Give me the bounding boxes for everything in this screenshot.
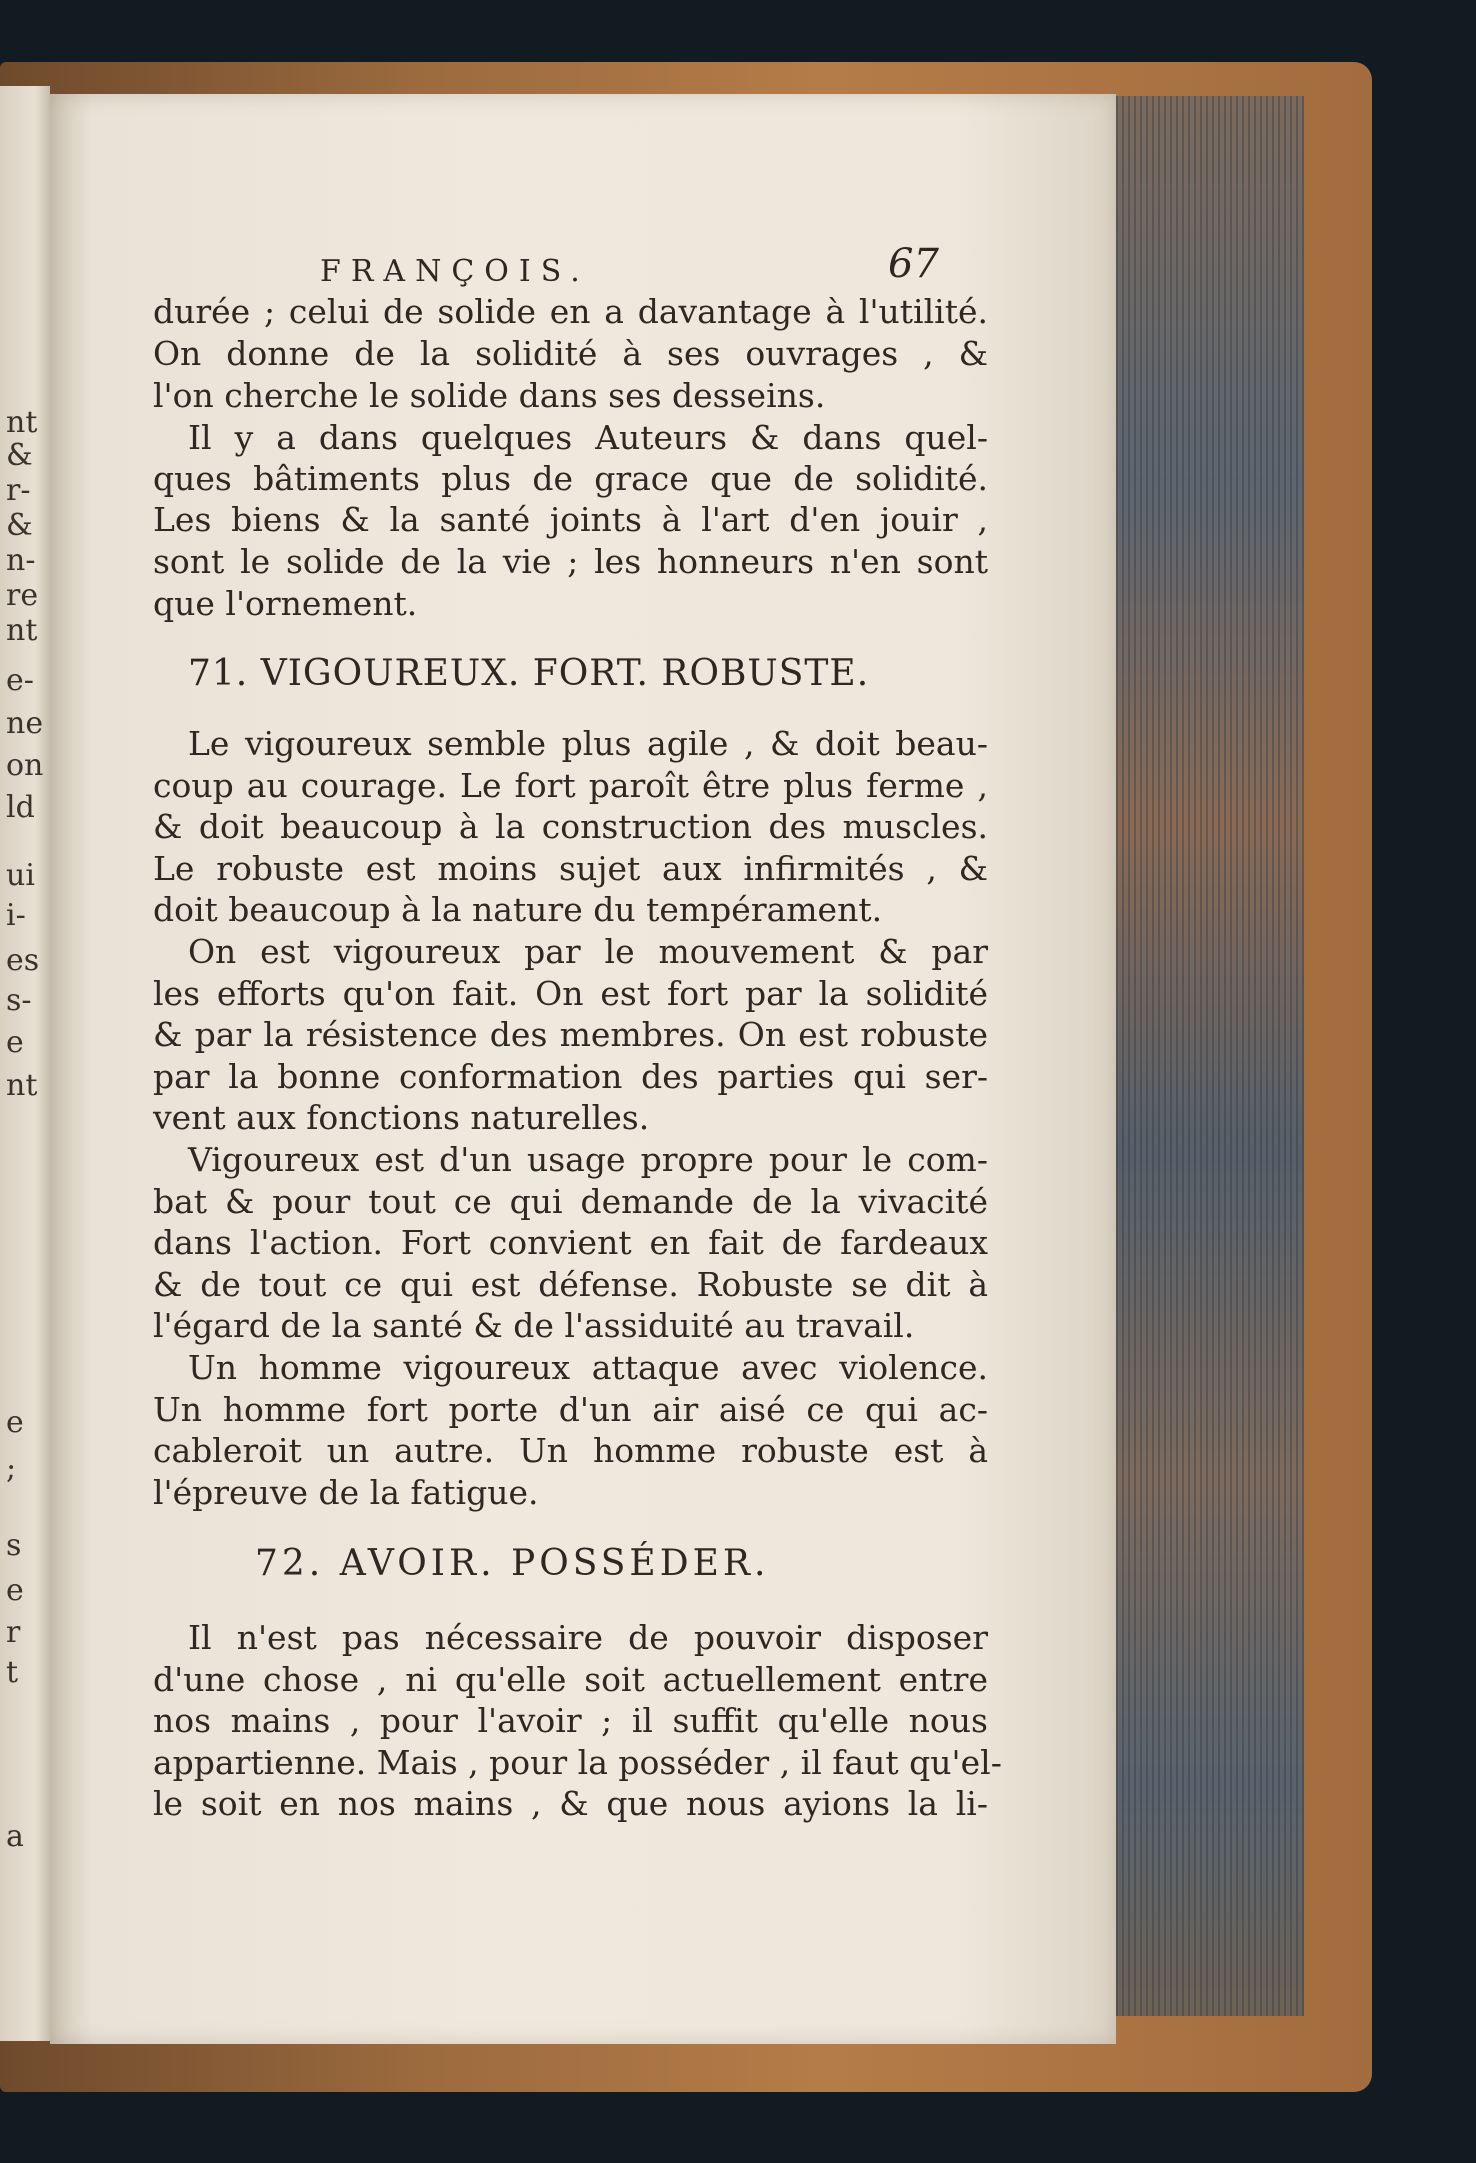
text-line: coup au courage. Le fort paroît être plus ferme ,	[153, 766, 988, 805]
left-page-fragment: a	[6, 1819, 24, 1854]
left-page-fragment: s-	[6, 983, 32, 1018]
text-line: & de tout ce qui est défense. Robuste se dit à	[153, 1265, 988, 1304]
left-page-fragment: e	[6, 1573, 24, 1608]
text-line: dans l'action. Fort convient en fait de fardeaux	[153, 1223, 988, 1262]
left-page-fragment: s	[6, 1528, 22, 1563]
left-page-fragment: es	[6, 943, 40, 978]
left-page-fragment: nt	[6, 405, 38, 440]
left-page-fragment: r	[6, 1615, 21, 1650]
text-line: d'une chose , ni qu'elle soit actuellement entre	[153, 1660, 988, 1699]
section-heading: 72. AVOIR. POSSÉDER.	[255, 1543, 770, 1584]
left-page-edge	[0, 86, 50, 2041]
text-line: l'on cherche le solide dans ses desseins.	[153, 376, 826, 415]
text-line: l'égard de la santé & de l'assiduité au travail.	[153, 1306, 915, 1345]
left-page-fragment: &	[6, 508, 33, 543]
left-page-fragment: re	[6, 578, 39, 613]
text-line: Vigoureux est d'un usage propre pour le com-	[188, 1140, 988, 1179]
book-page	[50, 94, 1116, 2044]
left-page-fragment: n-	[6, 543, 36, 578]
left-page-fragment: ui	[6, 858, 35, 893]
text-line: On est vigoureux par le mouvement & par	[188, 932, 988, 971]
text-line: & doit beaucoup à la construction des muscles.	[153, 807, 988, 846]
text-line: nos mains , pour l'avoir ; il suffit qu'elle nous	[153, 1701, 988, 1740]
text-line: sont le solide de la vie ; les honneurs n'en sont	[153, 542, 988, 581]
text-line: Le vigoureux semble plus agile , & doit beau-	[188, 724, 988, 763]
left-page-fragment: &	[6, 438, 33, 473]
text-line: les efforts qu'on fait. On est fort par la solidité	[153, 974, 988, 1013]
text-line: durée ; celui de solide en a davantage à l'utilité.	[153, 292, 988, 331]
text-line: Il n'est pas nécessaire de pouvoir disposer	[188, 1618, 988, 1657]
text-line: l'épreuve de la fatigue.	[153, 1473, 539, 1512]
page-number: 67	[888, 241, 939, 287]
text-line: bat & pour tout ce qui demande de la vivacité	[153, 1182, 988, 1221]
text-line: Le robuste est moins sujet aux infirmités , &	[153, 849, 988, 888]
text-line: Les biens & la santé joints à l'art d'en jouir ,	[153, 500, 988, 539]
left-page-fragment: t	[6, 1655, 19, 1690]
left-page-fragment: ne	[6, 706, 44, 741]
left-page-fragment: r-	[6, 473, 31, 508]
text-line: Un homme fort porte d'un air aisé ce qui ac-	[153, 1390, 988, 1429]
text-line: par la bonne conformation des parties qui ser-	[153, 1057, 988, 1096]
text-line: le soit en nos mains , & que nous ayions la li-	[153, 1784, 988, 1823]
left-page-fragment: ;	[6, 1451, 17, 1486]
left-page-fragment: e	[6, 1025, 24, 1060]
left-page-fragment: on	[6, 748, 44, 783]
left-page-fragment: e	[6, 1405, 24, 1440]
text-line: vent aux fonctions naturelles.	[153, 1098, 650, 1137]
text-line: cableroit un autre. Un homme robuste est à	[153, 1431, 988, 1470]
left-page-fragment: ld	[6, 790, 35, 825]
text-line: & par la résistence des membres. On est robuste	[153, 1015, 988, 1054]
running-title: FRANÇOIS.	[320, 254, 590, 289]
text-line: ques bâtiments plus de grace que de solidité.	[153, 459, 988, 498]
text-line: Il y a dans quelques Auteurs & dans quel-	[188, 418, 988, 457]
left-page-fragment: nt	[6, 1068, 38, 1103]
text-line: que l'ornement.	[153, 584, 418, 623]
left-page-fragment: i-	[6, 898, 26, 933]
left-page-fragment: e-	[6, 663, 34, 698]
section-heading: 71. VIGOUREUX. FORT. ROBUSTE.	[188, 653, 870, 694]
text-line: Un homme vigoureux attaque avec violence.	[188, 1348, 988, 1387]
text-line: appartienne. Mais , pour la posséder , il faut qu'el-	[153, 1743, 1002, 1782]
text-line: doit beaucoup à la nature du tempérament.	[153, 890, 883, 929]
page-block-edge	[1104, 96, 1304, 2016]
text-line: On donne de la solidité à ses ouvrages , &	[153, 334, 988, 373]
left-page-fragment: nt	[6, 613, 38, 648]
